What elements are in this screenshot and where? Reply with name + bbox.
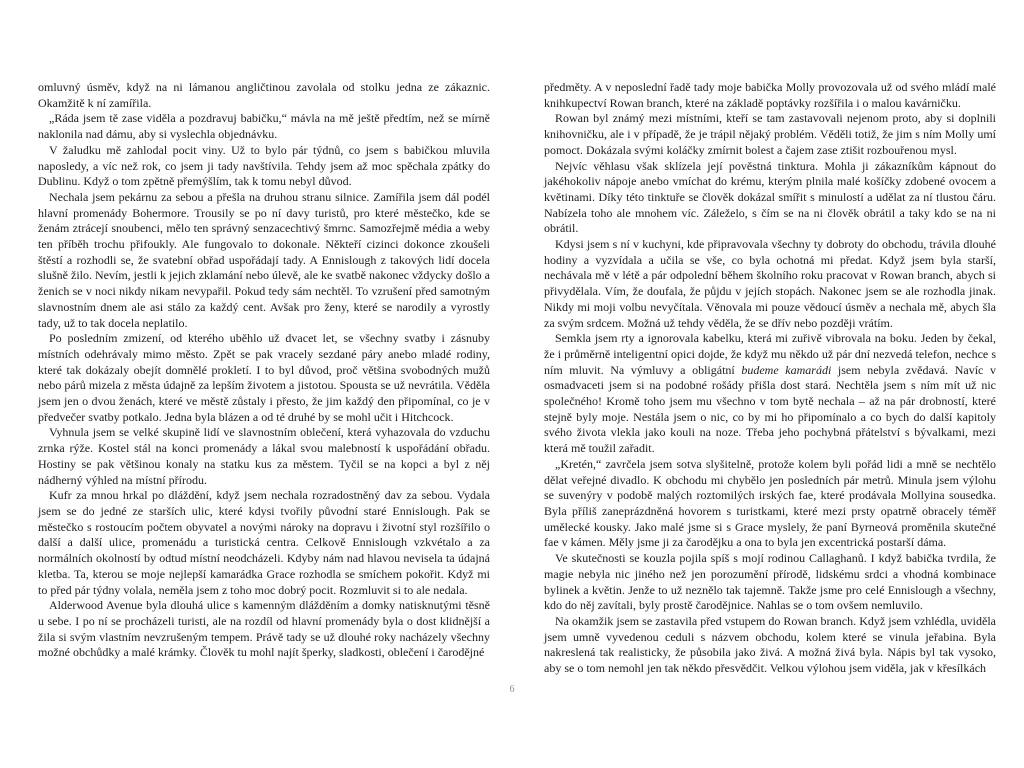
text-columns [38, 80, 996, 677]
paragraph: Rowan byl známý mezi místními, kteří se tam zastavovali nejenom proto, aby si doplnili knihovničku, ale i v případě, že je trápil nějaký problém. Věděli totiž, že jim s ním Molly umí pomoct. Dokázala svými koláčky zmírnit bolest a čajem zase ztišit rozbouřenou mysl. [544, 111, 996, 157]
italic-phrase: budeme kamarádi [741, 362, 832, 377]
page-number: 6 [509, 684, 515, 695]
paragraph: V žaludku mě zahlodal pocit viny. Už to bylo pár týdnů, co jsem s babičkou mluvila naposledy, a víc než rok, co jsem ji tady navštívila. Tehdy jsem až moc spěchala zpátky do Dublinu. Když o tom zpětně přemýšlím, tak k tomu nebyl důvod. [38, 142, 490, 189]
paragraph: „Kretén,“ zavrčela jsem sotva slyšitelně, protože kolem byli pořád lidi a mně se nechtělo dělat veřejné divadlo. K obchodu mi chybělo jen posledních pár metrů. Minula jsem výlohu se suvenýry v podobě malých roztomilých irských fae, které prodávala Mollyina sousedka. Byla příliš zaneprázdněná hovorem s turistkami, které mezi prsty opatrně obracely téměř umělecké kousky. Jako malé jsme si s Grace myslely, že paní Byrneová proměnila skutečné fae v kámen. Měly jsme ji za čarodějku a ona to byla jen excentrická postarší dáma. [544, 456, 996, 550]
paragraph: Na okamžik jsem se zastavila před vstupem do Rowan branch. Když jsem vzhlédla, uviděla jsem umně vyvedenou ceduli s názvem obchodu, kolem které se vinula jeřabina. Byla nakreslená tak realisticky, že působila jako živá. A možná živá byla. Nápis byl tak vysoko, aby se o tom nemohl jen tak někdo přesvědčit. Velkou výlohou jsem viděla, jak v křesílkách [544, 613, 996, 676]
left-text-column [38, 80, 490, 677]
paragraph-text: Semkla jsem rty a ignorovala kabelku, která mi zuřivě vibrovala na boku. Jeden by čekal, že i průměrně inteligentní opici dojde, že když mu někdo už pár dní nezvedá telefon, nechce s ním mluvit. Na výmluvy a obligátní [544, 331, 996, 377]
paragraph-text: jsem nebyla zvědavá. Navíc v osmadvaceti jsem si na podobné rošády přišla dost stará. Nechtěla jsem s ním mít už nic společného! Kromě toho jsem mu všechno v tom bytě nechala – až na pár drobností, které stejně byly moje. Nestála jsem o nic, co by mi ho připomínalo a co bych do další kapitoly svého života vlekla jako kouli na noze. Třeba jeho pochybná přátelství s bývalkami, mezi která mě toužil zařadit. [544, 362, 996, 456]
right-text-column [544, 80, 996, 677]
paragraph: Ve skutečnosti se kouzla pojila spíš s mojí rodinou Callaghanů. I když babička tvrdila, že magie nebyla nic jiného než jen porozumění přírodě, lidskému srdci a vhodná kombinace bylinek a květin. Jenže to už neznělo tak tajemně. Takže jsme pro celé Ennislough a všechny, kdo do něj zavítali, byly prostě čarodějnice. Nahlas se o tom ovšem nemluvilo. [544, 551, 996, 613]
paragraph: Kufr za mnou hrkal po dláždění, když jsem nechala rozradostněný dav za sebou. Vydala jsem se do jedné ze starších ulic, které kdysi tvořily původní staré Ennislough. Pak se městečko s rostoucím počtem obyvatel a novými nároky na dopravu i životní styl rozšířilo o další a další ulice, promenádu a turistická centra. Celkově Ennislough vzkvétalo a za normálních okolností by odtud místní neodcházeli. Kdyby nám nad hlavou nevisela ta údajná kletba. Ta, kterou se moje nejlepší kamarádka Grace rozhodla se smíchem pokořit. Když mi to před pár týdny volala, neměla jsem z toho moc dobrý pocit. Rozmluvit si to ale nedala. [38, 488, 490, 597]
paragraph: Alderwood Avenue byla dlouhá ulice s kamenným dlážděním a domky natisknutými těsně u sebe. I po ní se procházeli turisti, ale na rozdíl od hlavní promenády byla o dost klidnější a žila si svým vlastním nevzrušeným tempem. Právě tady se už dlouhé roky nacházely všechny možné obchůdky a malé krámky. Člověk tu mohl najít šperky, sladkosti, oblečení i čarodějné [38, 598, 490, 660]
paragraph: Vyhnula jsem se velké skupině lidí ve slavnostním oblečení, která vyhazovala do vzduchu zrnka rýže. Kostel stál na konci promenády a lákal svou malebností k uspořádání obřadu. Hostiny se pak většinou konaly na statku kus za městem. Tyčil se na kopci a byl z něj nádherný výhled na místní přírodu. [38, 425, 490, 487]
paragraph: předměty. A v neposlední řadě tady moje babička Molly provozovala už od svého mládí malé knihkupectví Rowan branch, které na základě poptávky rozšířila i o malou kavárničku. [544, 80, 996, 110]
paragraph [544, 331, 996, 457]
paragraph: Kdysi jsem s ní v kuchyni, kde připravovala všechny ty dobroty do obchodu, trávila dlouhé hodiny a vyzvídala a učila se vše, co byla ochotná mi předat. Když jsem byla starší, nechávala mě v létě a pár odpolední během školního roku pracovat v Rowan branch, abych si přivydělala. Vím, že doufala, že půjdu v jejích stopách. Nakonec jsem se ale rozhodla jinak. Nikdy mi moji volbu nevyčítala. Věnovala mi pouze vědoucí úsměv a nechala mě, abych šla za svým srdcem. Možná už tehdy věděla, že se dřív nebo později vrátím. [544, 237, 996, 330]
paragraph: Nechala jsem pekárnu za sebou a přešla na druhou stranu silnice. Zamířila jsem dál podél hlavní promenády Bohermore. Trousily se po ní davy turistů, pro které městečko, kde se ženám ztrácejí snoubenci, mělo ten správný senzacechtivý šmrnc. Samozřejmě média a weby ten příběh trochu přifoukly. Ale fungovalo to dokonale. Někteří cizinci dokonce zkoušeli štěstí a rozhodli se, že svatební obřad uspořádají tady. A Ennislough z takových lidí docela slušně žilo. Nevím, jestli k jejich zklamání nebo úlevě, ale ke svatbě nakonec vždycky došlo a ženich se v noci nikdy nikam nevypařil. Pokud tedy sám nechtěl. To vzrušení před samotným slavnostním dnem ale asi stálo za každý cent. Avšak pro ženy, které se narodily a vyrostly tady, už to tak docela neplatilo. [38, 189, 490, 330]
paragraph: Nejvíc věhlasu však sklízela její pověstná tinktura. Mohla ji zákazníkům kápnout do jakéhokoliv nápoje anebo vmíchat do krému, kterým plnila malé košíčky zdobené ovocem a květinami. Díky této tinktuře se člověk dokázal smířit s minulostí a udělat za ní tlustou čáru. Nabízela toho ale mnohem víc. Záleželo, s čím se na ni člověk obrátil a taky kdo se na ni obrátil. [544, 158, 996, 236]
paragraph: omluvný úsměv, když na ni lámanou angličtinou zavolala od stolku jedna ze zákaznic. Okamžitě k ní zamířila. [38, 80, 490, 110]
paragraph: „Ráda jsem tě zase viděla a pozdravuj babičku,“ mávla na mě ještě předtím, než se mírně naklonila nad dámu, aby si vyslechla objednávku. [38, 111, 490, 142]
paragraph: Po posledním zmizení, od kterého uběhlo už dvacet let, se všechny svatby i zásnuby místních odehrávaly mimo město. Zpět se pak vracely sezdané páry anebo mladé rodiny, které tak dokázaly obejít domnělé prokletí. I to byl důvod, proč většina svobodných mužů nebo párů mizela z města údajně za lepším životem a jistotou. Spousta se už nevrátila. Věděla jsem jen o dvou ženách, které ve městě zůstaly i přesto, že jim každý den připomínal, co je v předvečer svatby potkalo. Jedna byla blázen a od té druhé by se mohl učit i Hitchcock. [38, 331, 490, 424]
